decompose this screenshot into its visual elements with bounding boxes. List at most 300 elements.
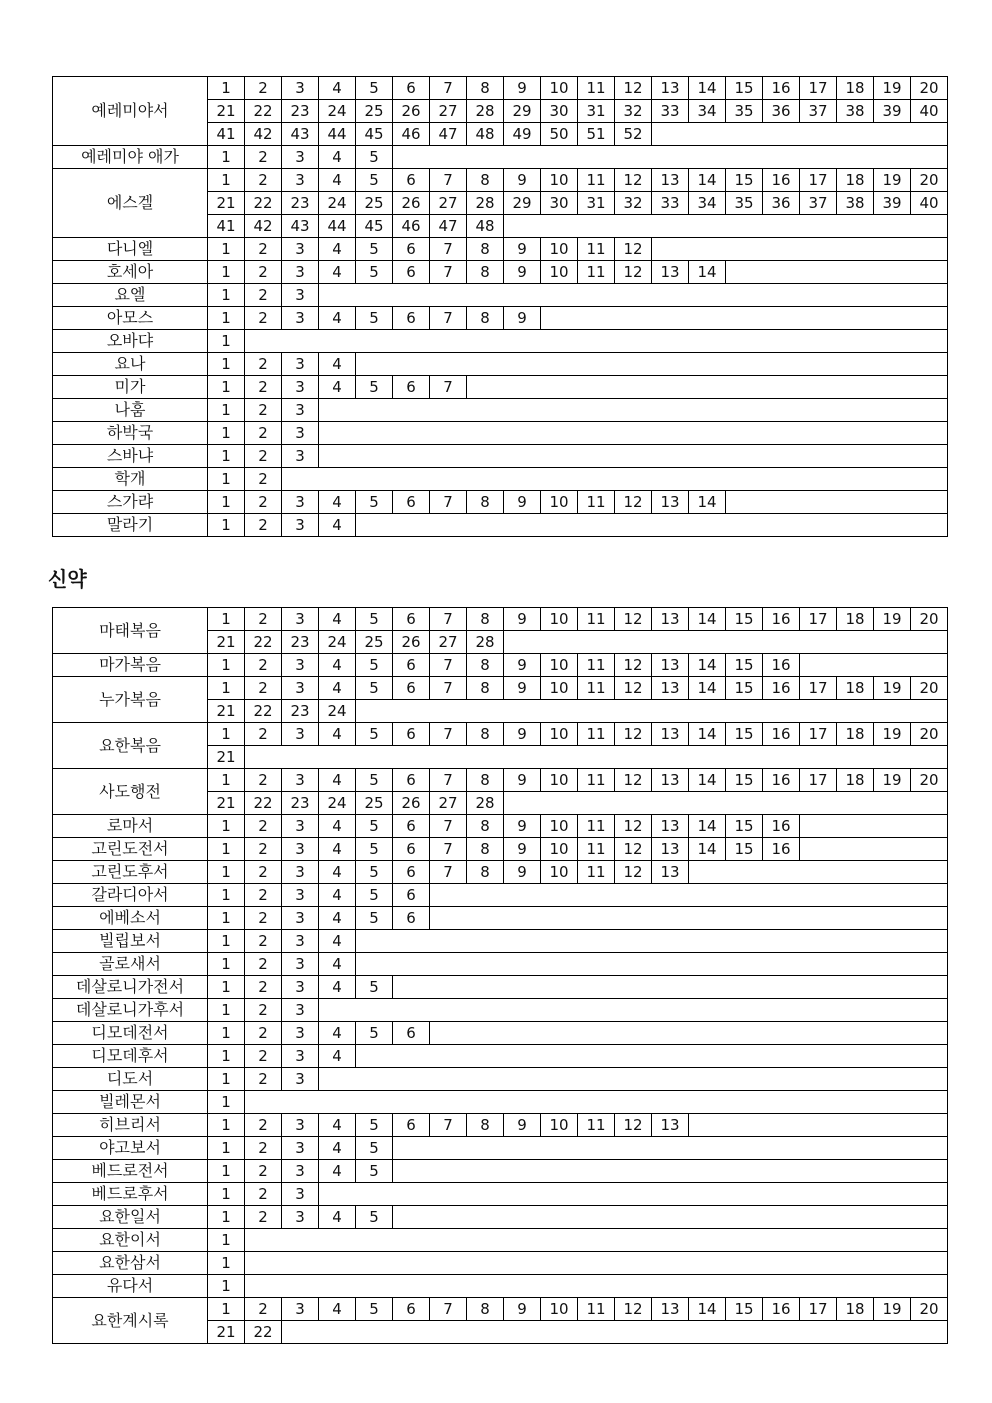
chapter-cell[interactable]: 19 — [874, 169, 911, 192]
chapter-cell[interactable]: 16 — [763, 654, 800, 677]
chapter-cell[interactable]: 6 — [393, 838, 430, 861]
chapter-cell[interactable]: 9 — [504, 169, 541, 192]
chapter-cell[interactable]: 4 — [319, 838, 356, 861]
chapter-cell[interactable]: 1 — [208, 1068, 245, 1091]
chapter-cell[interactable]: 1 — [208, 769, 245, 792]
chapter-cell[interactable]: 6 — [393, 815, 430, 838]
chapter-cell[interactable]: 10 — [541, 723, 578, 746]
chapter-cell[interactable]: 16 — [763, 677, 800, 700]
chapter-cell[interactable]: 17 — [800, 1298, 837, 1321]
chapter-cell[interactable]: 5 — [356, 976, 393, 999]
chapter-cell[interactable]: 18 — [837, 677, 874, 700]
chapter-cell[interactable]: 14 — [689, 77, 726, 100]
chapter-cell[interactable]: 4 — [319, 907, 356, 930]
chapter-cell[interactable]: 5 — [356, 1206, 393, 1229]
chapter-cell[interactable]: 1 — [208, 838, 245, 861]
chapter-cell[interactable]: 2 — [245, 1206, 282, 1229]
chapter-cell[interactable]: 23 — [282, 700, 319, 723]
chapter-cell[interactable]: 34 — [689, 100, 726, 123]
chapter-cell[interactable]: 15 — [726, 1298, 763, 1321]
chapter-cell[interactable]: 15 — [726, 677, 763, 700]
chapter-cell[interactable]: 9 — [504, 1114, 541, 1137]
chapter-cell[interactable]: 3 — [282, 445, 319, 468]
chapter-cell[interactable]: 3 — [282, 815, 319, 838]
chapter-cell[interactable]: 11 — [578, 608, 615, 631]
chapter-cell[interactable]: 14 — [689, 1298, 726, 1321]
chapter-cell[interactable]: 16 — [763, 838, 800, 861]
chapter-cell[interactable]: 5 — [356, 769, 393, 792]
chapter-cell[interactable]: 48 — [467, 123, 504, 146]
chapter-cell[interactable]: 41 — [208, 123, 245, 146]
chapter-cell[interactable]: 5 — [356, 77, 393, 100]
chapter-cell[interactable]: 8 — [467, 77, 504, 100]
chapter-cell[interactable]: 1 — [208, 468, 245, 491]
chapter-cell[interactable]: 1 — [208, 999, 245, 1022]
chapter-cell[interactable]: 19 — [874, 677, 911, 700]
chapter-cell[interactable]: 5 — [356, 169, 393, 192]
chapter-cell[interactable]: 39 — [874, 192, 911, 215]
chapter-cell[interactable]: 17 — [800, 677, 837, 700]
chapter-cell[interactable]: 7 — [430, 861, 467, 884]
chapter-cell[interactable]: 2 — [245, 353, 282, 376]
chapter-cell[interactable]: 31 — [578, 192, 615, 215]
chapter-cell[interactable]: 3 — [282, 861, 319, 884]
chapter-cell[interactable]: 13 — [652, 261, 689, 284]
chapter-cell[interactable]: 27 — [430, 631, 467, 654]
chapter-cell[interactable]: 22 — [245, 100, 282, 123]
chapter-cell[interactable]: 19 — [874, 1298, 911, 1321]
chapter-cell[interactable]: 4 — [319, 884, 356, 907]
chapter-cell[interactable]: 4 — [319, 169, 356, 192]
chapter-cell[interactable]: 3 — [282, 307, 319, 330]
chapter-cell[interactable]: 28 — [467, 100, 504, 123]
chapter-cell[interactable]: 19 — [874, 77, 911, 100]
chapter-cell[interactable]: 32 — [615, 100, 652, 123]
chapter-cell[interactable]: 15 — [726, 608, 763, 631]
chapter-cell[interactable]: 2 — [245, 307, 282, 330]
chapter-cell[interactable]: 8 — [467, 815, 504, 838]
chapter-cell[interactable]: 21 — [208, 792, 245, 815]
chapter-cell[interactable]: 2 — [245, 723, 282, 746]
chapter-cell[interactable]: 28 — [467, 192, 504, 215]
chapter-cell[interactable]: 3 — [282, 399, 319, 422]
chapter-cell[interactable]: 28 — [467, 792, 504, 815]
chapter-cell[interactable]: 11 — [578, 261, 615, 284]
chapter-cell[interactable]: 21 — [208, 100, 245, 123]
chapter-cell[interactable]: 1 — [208, 815, 245, 838]
chapter-cell[interactable]: 13 — [652, 654, 689, 677]
chapter-cell[interactable]: 4 — [319, 307, 356, 330]
chapter-cell[interactable]: 8 — [467, 723, 504, 746]
chapter-cell[interactable]: 2 — [245, 422, 282, 445]
chapter-cell[interactable]: 3 — [282, 999, 319, 1022]
chapter-cell[interactable]: 10 — [541, 608, 578, 631]
chapter-cell[interactable]: 11 — [578, 238, 615, 261]
chapter-cell[interactable]: 6 — [393, 907, 430, 930]
chapter-cell[interactable]: 5 — [356, 723, 393, 746]
chapter-cell[interactable]: 1 — [208, 976, 245, 999]
chapter-cell[interactable]: 1 — [208, 930, 245, 953]
chapter-cell[interactable]: 3 — [282, 1206, 319, 1229]
chapter-cell[interactable]: 15 — [726, 654, 763, 677]
chapter-cell[interactable]: 27 — [430, 192, 467, 215]
chapter-cell[interactable]: 41 — [208, 215, 245, 238]
chapter-cell[interactable]: 10 — [541, 261, 578, 284]
chapter-cell[interactable]: 11 — [578, 654, 615, 677]
chapter-cell[interactable]: 12 — [615, 723, 652, 746]
chapter-cell[interactable]: 7 — [430, 169, 467, 192]
chapter-cell[interactable]: 35 — [726, 192, 763, 215]
chapter-cell[interactable]: 2 — [245, 77, 282, 100]
chapter-cell[interactable]: 34 — [689, 192, 726, 215]
chapter-cell[interactable]: 17 — [800, 169, 837, 192]
chapter-cell[interactable]: 2 — [245, 445, 282, 468]
chapter-cell[interactable]: 2 — [245, 953, 282, 976]
chapter-cell[interactable]: 10 — [541, 654, 578, 677]
chapter-cell[interactable]: 2 — [245, 838, 282, 861]
chapter-cell[interactable]: 50 — [541, 123, 578, 146]
chapter-cell[interactable]: 6 — [393, 677, 430, 700]
chapter-cell[interactable]: 4 — [319, 769, 356, 792]
chapter-cell[interactable]: 11 — [578, 838, 615, 861]
chapter-cell[interactable]: 16 — [763, 1298, 800, 1321]
chapter-cell[interactable]: 6 — [393, 1114, 430, 1137]
chapter-cell[interactable]: 22 — [245, 192, 282, 215]
chapter-cell[interactable]: 8 — [467, 838, 504, 861]
chapter-cell[interactable]: 36 — [763, 192, 800, 215]
chapter-cell[interactable]: 3 — [282, 723, 319, 746]
chapter-cell[interactable]: 9 — [504, 769, 541, 792]
chapter-cell[interactable]: 1 — [208, 1045, 245, 1068]
chapter-cell[interactable]: 7 — [430, 261, 467, 284]
chapter-cell[interactable]: 26 — [393, 792, 430, 815]
chapter-cell[interactable]: 8 — [467, 769, 504, 792]
chapter-cell[interactable]: 14 — [689, 677, 726, 700]
chapter-cell[interactable]: 18 — [837, 77, 874, 100]
chapter-cell[interactable]: 22 — [245, 1321, 282, 1344]
chapter-cell[interactable]: 3 — [282, 514, 319, 537]
chapter-cell[interactable]: 2 — [245, 169, 282, 192]
chapter-cell[interactable]: 4 — [319, 861, 356, 884]
chapter-cell[interactable]: 4 — [319, 815, 356, 838]
chapter-cell[interactable]: 14 — [689, 769, 726, 792]
chapter-cell[interactable]: 4 — [319, 514, 356, 537]
chapter-cell[interactable]: 6 — [393, 169, 430, 192]
chapter-cell[interactable]: 1 — [208, 1137, 245, 1160]
chapter-cell[interactable]: 24 — [319, 192, 356, 215]
chapter-cell[interactable]: 1 — [208, 1183, 245, 1206]
chapter-cell[interactable]: 5 — [356, 884, 393, 907]
chapter-cell[interactable]: 8 — [467, 238, 504, 261]
chapter-cell[interactable]: 6 — [393, 769, 430, 792]
chapter-cell[interactable]: 20 — [911, 723, 948, 746]
chapter-cell[interactable]: 6 — [393, 608, 430, 631]
chapter-cell[interactable]: 24 — [319, 631, 356, 654]
chapter-cell[interactable]: 6 — [393, 654, 430, 677]
chapter-cell[interactable]: 3 — [282, 1298, 319, 1321]
chapter-cell[interactable]: 18 — [837, 769, 874, 792]
chapter-cell[interactable]: 8 — [467, 861, 504, 884]
chapter-cell[interactable]: 3 — [282, 146, 319, 169]
chapter-cell[interactable]: 14 — [689, 815, 726, 838]
chapter-cell[interactable]: 3 — [282, 769, 319, 792]
chapter-cell[interactable]: 8 — [467, 1298, 504, 1321]
chapter-cell[interactable]: 1 — [208, 723, 245, 746]
chapter-cell[interactable]: 2 — [245, 677, 282, 700]
chapter-cell[interactable]: 23 — [282, 192, 319, 215]
chapter-cell[interactable]: 7 — [430, 677, 467, 700]
chapter-cell[interactable]: 3 — [282, 884, 319, 907]
chapter-cell[interactable]: 3 — [282, 491, 319, 514]
chapter-cell[interactable]: 3 — [282, 238, 319, 261]
chapter-cell[interactable]: 2 — [245, 1160, 282, 1183]
chapter-cell[interactable]: 38 — [837, 100, 874, 123]
chapter-cell[interactable]: 30 — [541, 192, 578, 215]
chapter-cell[interactable]: 6 — [393, 1298, 430, 1321]
chapter-cell[interactable]: 3 — [282, 422, 319, 445]
chapter-cell[interactable]: 27 — [430, 792, 467, 815]
chapter-cell[interactable]: 5 — [356, 307, 393, 330]
chapter-cell[interactable]: 11 — [578, 1298, 615, 1321]
chapter-cell[interactable]: 4 — [319, 976, 356, 999]
chapter-cell[interactable]: 3 — [282, 976, 319, 999]
chapter-cell[interactable]: 9 — [504, 307, 541, 330]
chapter-cell[interactable]: 17 — [800, 769, 837, 792]
chapter-cell[interactable]: 12 — [615, 491, 652, 514]
chapter-cell[interactable]: 5 — [356, 838, 393, 861]
chapter-cell[interactable]: 17 — [800, 608, 837, 631]
chapter-cell[interactable]: 12 — [615, 677, 652, 700]
chapter-cell[interactable]: 5 — [356, 1160, 393, 1183]
chapter-cell[interactable]: 4 — [319, 1298, 356, 1321]
chapter-cell[interactable]: 44 — [319, 215, 356, 238]
chapter-cell[interactable]: 15 — [726, 723, 763, 746]
chapter-cell[interactable]: 3 — [282, 261, 319, 284]
chapter-cell[interactable]: 10 — [541, 1298, 578, 1321]
chapter-cell[interactable]: 1 — [208, 169, 245, 192]
chapter-cell[interactable]: 3 — [282, 930, 319, 953]
chapter-cell[interactable]: 23 — [282, 792, 319, 815]
chapter-cell[interactable]: 14 — [689, 261, 726, 284]
chapter-cell[interactable]: 2 — [245, 1068, 282, 1091]
chapter-cell[interactable]: 5 — [356, 146, 393, 169]
chapter-cell[interactable]: 5 — [356, 1114, 393, 1137]
chapter-cell[interactable]: 18 — [837, 1298, 874, 1321]
chapter-cell[interactable]: 2 — [245, 1298, 282, 1321]
chapter-cell[interactable]: 22 — [245, 700, 282, 723]
chapter-cell[interactable]: 7 — [430, 77, 467, 100]
chapter-cell[interactable]: 1 — [208, 422, 245, 445]
chapter-cell[interactable]: 5 — [356, 907, 393, 930]
chapter-cell[interactable]: 2 — [245, 976, 282, 999]
chapter-cell[interactable]: 12 — [615, 77, 652, 100]
chapter-cell[interactable]: 24 — [319, 792, 356, 815]
chapter-cell[interactable]: 9 — [504, 723, 541, 746]
chapter-cell[interactable]: 1 — [208, 1091, 245, 1114]
chapter-cell[interactable]: 7 — [430, 491, 467, 514]
chapter-cell[interactable]: 2 — [245, 930, 282, 953]
chapter-cell[interactable]: 10 — [541, 77, 578, 100]
chapter-cell[interactable]: 7 — [430, 307, 467, 330]
chapter-cell[interactable]: 25 — [356, 192, 393, 215]
chapter-cell[interactable]: 24 — [319, 700, 356, 723]
chapter-cell[interactable]: 2 — [245, 999, 282, 1022]
chapter-cell[interactable]: 1 — [208, 330, 245, 353]
chapter-cell[interactable]: 23 — [282, 100, 319, 123]
chapter-cell[interactable]: 28 — [467, 631, 504, 654]
chapter-cell[interactable]: 1 — [208, 1206, 245, 1229]
chapter-cell[interactable]: 4 — [319, 953, 356, 976]
chapter-cell[interactable]: 7 — [430, 815, 467, 838]
chapter-cell[interactable]: 30 — [541, 100, 578, 123]
chapter-cell[interactable]: 6 — [393, 376, 430, 399]
chapter-cell[interactable]: 36 — [763, 100, 800, 123]
chapter-cell[interactable]: 3 — [282, 1137, 319, 1160]
chapter-cell[interactable]: 10 — [541, 238, 578, 261]
chapter-cell[interactable]: 8 — [467, 608, 504, 631]
chapter-cell[interactable]: 3 — [282, 838, 319, 861]
chapter-cell[interactable]: 1 — [208, 1275, 245, 1298]
chapter-cell[interactable]: 2 — [245, 468, 282, 491]
chapter-cell[interactable]: 21 — [208, 700, 245, 723]
chapter-cell[interactable]: 2 — [245, 399, 282, 422]
chapter-cell[interactable]: 40 — [911, 100, 948, 123]
chapter-cell[interactable]: 2 — [245, 884, 282, 907]
chapter-cell[interactable]: 1 — [208, 491, 245, 514]
chapter-cell[interactable]: 2 — [245, 146, 282, 169]
chapter-cell[interactable]: 1 — [208, 261, 245, 284]
chapter-cell[interactable]: 12 — [615, 815, 652, 838]
chapter-cell[interactable]: 25 — [356, 631, 393, 654]
chapter-cell[interactable]: 9 — [504, 491, 541, 514]
chapter-cell[interactable]: 6 — [393, 723, 430, 746]
chapter-cell[interactable]: 7 — [430, 723, 467, 746]
chapter-cell[interactable]: 9 — [504, 261, 541, 284]
chapter-cell[interactable]: 3 — [282, 1022, 319, 1045]
chapter-cell[interactable]: 21 — [208, 1321, 245, 1344]
chapter-cell[interactable]: 49 — [504, 123, 541, 146]
chapter-cell[interactable]: 5 — [356, 261, 393, 284]
chapter-cell[interactable]: 20 — [911, 77, 948, 100]
chapter-cell[interactable]: 3 — [282, 1114, 319, 1137]
chapter-cell[interactable]: 46 — [393, 123, 430, 146]
chapter-cell[interactable]: 5 — [356, 677, 393, 700]
chapter-cell[interactable]: 10 — [541, 169, 578, 192]
chapter-cell[interactable]: 16 — [763, 608, 800, 631]
chapter-cell[interactable]: 16 — [763, 723, 800, 746]
chapter-cell[interactable]: 5 — [356, 1298, 393, 1321]
chapter-cell[interactable]: 47 — [430, 123, 467, 146]
chapter-cell[interactable]: 6 — [393, 238, 430, 261]
chapter-cell[interactable]: 2 — [245, 1137, 282, 1160]
chapter-cell[interactable]: 7 — [430, 654, 467, 677]
chapter-cell[interactable]: 13 — [652, 838, 689, 861]
chapter-cell[interactable]: 52 — [615, 123, 652, 146]
chapter-cell[interactable]: 31 — [578, 100, 615, 123]
chapter-cell[interactable]: 4 — [319, 1137, 356, 1160]
chapter-cell[interactable]: 1 — [208, 445, 245, 468]
chapter-cell[interactable]: 4 — [319, 238, 356, 261]
chapter-cell[interactable]: 6 — [393, 307, 430, 330]
chapter-cell[interactable]: 4 — [319, 1022, 356, 1045]
chapter-cell[interactable]: 1 — [208, 514, 245, 537]
chapter-cell[interactable]: 3 — [282, 1183, 319, 1206]
chapter-cell[interactable]: 4 — [319, 654, 356, 677]
chapter-cell[interactable]: 1 — [208, 146, 245, 169]
chapter-cell[interactable]: 3 — [282, 376, 319, 399]
chapter-cell[interactable]: 15 — [726, 769, 763, 792]
chapter-cell[interactable]: 15 — [726, 77, 763, 100]
chapter-cell[interactable]: 27 — [430, 100, 467, 123]
chapter-cell[interactable]: 39 — [874, 100, 911, 123]
chapter-cell[interactable]: 13 — [652, 77, 689, 100]
chapter-cell[interactable]: 10 — [541, 491, 578, 514]
chapter-cell[interactable]: 3 — [282, 284, 319, 307]
chapter-cell[interactable]: 29 — [504, 100, 541, 123]
chapter-cell[interactable]: 1 — [208, 1160, 245, 1183]
chapter-cell[interactable]: 40 — [911, 192, 948, 215]
chapter-cell[interactable]: 32 — [615, 192, 652, 215]
chapter-cell[interactable]: 33 — [652, 100, 689, 123]
chapter-cell[interactable]: 25 — [356, 792, 393, 815]
chapter-cell[interactable]: 8 — [467, 307, 504, 330]
chapter-cell[interactable]: 13 — [652, 1298, 689, 1321]
chapter-cell[interactable]: 4 — [319, 608, 356, 631]
chapter-cell[interactable]: 11 — [578, 769, 615, 792]
chapter-cell[interactable]: 6 — [393, 261, 430, 284]
chapter-cell[interactable]: 11 — [578, 677, 615, 700]
chapter-cell[interactable]: 19 — [874, 723, 911, 746]
chapter-cell[interactable]: 3 — [282, 907, 319, 930]
chapter-cell[interactable]: 5 — [356, 1022, 393, 1045]
chapter-cell[interactable]: 11 — [578, 169, 615, 192]
chapter-cell[interactable]: 8 — [467, 491, 504, 514]
chapter-cell[interactable]: 12 — [615, 608, 652, 631]
chapter-cell[interactable]: 1 — [208, 884, 245, 907]
chapter-cell[interactable]: 2 — [245, 376, 282, 399]
chapter-cell[interactable]: 16 — [763, 815, 800, 838]
chapter-cell[interactable]: 2 — [245, 769, 282, 792]
chapter-cell[interactable]: 11 — [578, 77, 615, 100]
chapter-cell[interactable]: 1 — [208, 861, 245, 884]
chapter-cell[interactable]: 4 — [319, 491, 356, 514]
chapter-cell[interactable]: 19 — [874, 608, 911, 631]
chapter-cell[interactable]: 20 — [911, 677, 948, 700]
chapter-cell[interactable]: 13 — [652, 169, 689, 192]
chapter-cell[interactable]: 6 — [393, 491, 430, 514]
chapter-cell[interactable]: 4 — [319, 1045, 356, 1068]
chapter-cell[interactable]: 21 — [208, 746, 245, 769]
chapter-cell[interactable]: 22 — [245, 792, 282, 815]
chapter-cell[interactable]: 6 — [393, 77, 430, 100]
chapter-cell[interactable]: 7 — [430, 608, 467, 631]
chapter-cell[interactable]: 12 — [615, 238, 652, 261]
chapter-cell[interactable]: 37 — [800, 192, 837, 215]
chapter-cell[interactable]: 51 — [578, 123, 615, 146]
chapter-cell[interactable]: 13 — [652, 861, 689, 884]
chapter-cell[interactable]: 1 — [208, 1114, 245, 1137]
chapter-cell[interactable]: 11 — [578, 861, 615, 884]
chapter-cell[interactable]: 4 — [319, 1160, 356, 1183]
chapter-cell[interactable]: 3 — [282, 353, 319, 376]
chapter-cell[interactable]: 13 — [652, 769, 689, 792]
chapter-cell[interactable]: 1 — [208, 238, 245, 261]
chapter-cell[interactable]: 14 — [689, 838, 726, 861]
chapter-cell[interactable]: 1 — [208, 907, 245, 930]
chapter-cell[interactable]: 12 — [615, 261, 652, 284]
chapter-cell[interactable]: 9 — [504, 677, 541, 700]
chapter-cell[interactable]: 6 — [393, 1022, 430, 1045]
